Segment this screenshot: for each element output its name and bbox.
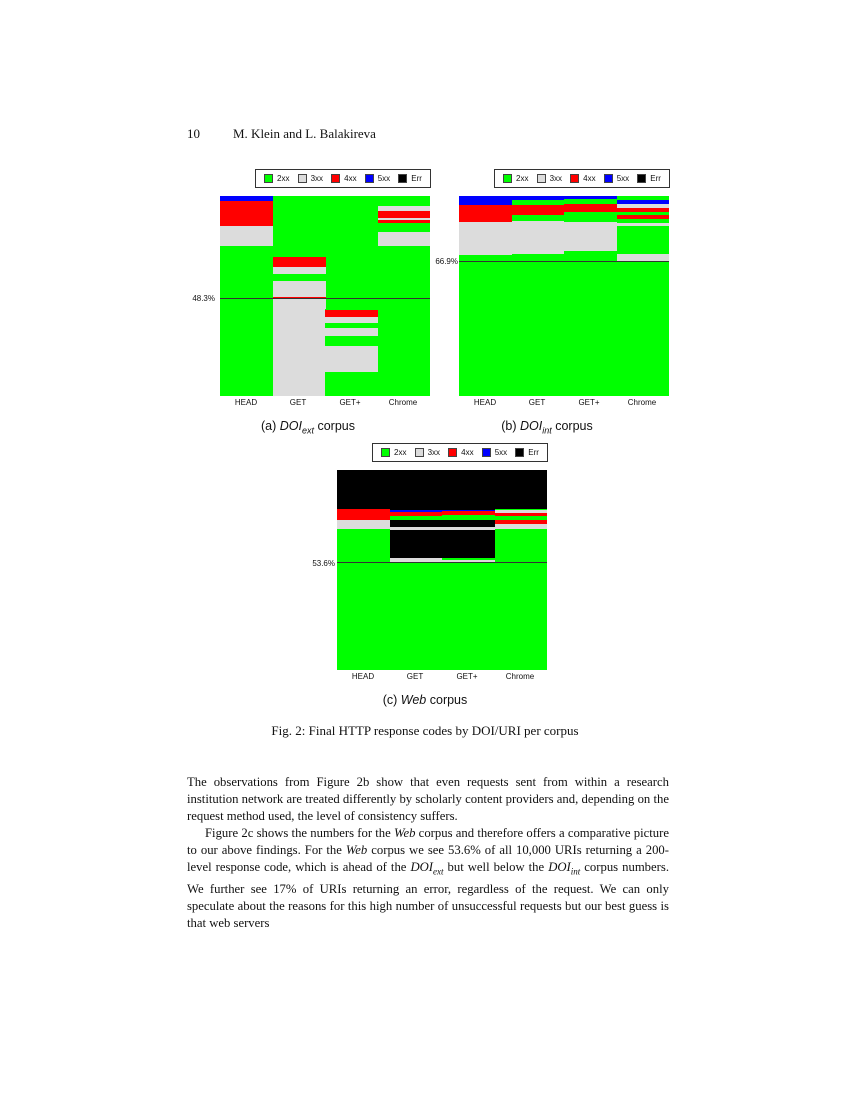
bar-segment-2xx: [273, 274, 326, 282]
bar-segment-3xx: [617, 204, 670, 209]
bar-segment-2xx: [325, 372, 378, 397]
legend-swatch: [637, 174, 646, 183]
legend-item: [604, 174, 629, 183]
bar-segment-Err: [495, 470, 548, 509]
legend-label: 4xx: [344, 174, 357, 183]
x-tick: Chrome: [505, 672, 535, 681]
subcaption-c: (c) Web corpus: [382, 693, 468, 707]
bar-segment-5xx: [564, 196, 617, 199]
legend-item: [298, 174, 323, 183]
reference-line: [459, 261, 669, 262]
bar-segment-4xx: [617, 215, 670, 220]
bar-segment-2xx: [378, 246, 431, 397]
reference-line: [220, 298, 430, 299]
legend-swatch: [365, 174, 374, 183]
legend-label: 3xx: [310, 174, 324, 183]
bar-segment-2xx: [564, 199, 617, 205]
bar-segment-Err: [442, 530, 495, 559]
bar-segment-3xx: [378, 206, 431, 212]
bar-segment-2xx: [495, 516, 548, 521]
bar-segment-2xx: [442, 515, 495, 521]
legend-swatch: [537, 174, 546, 183]
bar-segment-3xx: [495, 524, 548, 530]
bar-segment-3xx: [337, 520, 390, 530]
legend-label: Err: [650, 174, 661, 183]
running-authors: M. Klein and L. Balakireva: [233, 126, 376, 141]
bar-segment-3xx: [495, 510, 548, 514]
x-tick: HEAD: [351, 672, 375, 681]
reference-line: [337, 562, 547, 563]
legend-item: [381, 448, 406, 457]
bar-segment-2xx: [325, 309, 378, 311]
subcaption-b: (b) $DOI_{int}$ corpus: [501, 419, 593, 436]
legend-label: 2xx: [394, 448, 407, 457]
bar-segment-3xx: [459, 222, 512, 256]
paragraph: Figure 2c shows the numbers for the Web corpus and therefore offers a comparative picture to our above findings. For the Web corpus we see 53.6% of all 10,000 URIs returning a 200-level response code, which is ahead of the $DOI_{ext}$ but well below the $DOI_{int}$ corpus numbers. We further see 17% of URIs returning an error, regardless of the request. We can only speculate about the reasons for this high number of unsuccessful requests but our best guess is that web servers: [187, 826, 669, 930]
legend-label: 2xx: [277, 174, 290, 183]
legend-item: [482, 448, 507, 457]
bar-segment-2xx: [378, 223, 431, 233]
bar-segment-4xx: [220, 201, 273, 226]
legend-label: 3xx: [549, 174, 563, 183]
legend-c: [372, 443, 548, 462]
legend-swatch: [264, 174, 273, 183]
subcaption-a: (a) $DOI_{ext}$ corpus: [261, 419, 355, 436]
legend-item: [331, 174, 356, 183]
bar-segment-3xx: [325, 328, 378, 337]
bar-segment-5xx: [512, 196, 565, 200]
bar-segment-2xx: [512, 200, 565, 206]
bar-segment-2xx: [378, 201, 431, 207]
legend-swatch: [604, 174, 613, 183]
bar-segment-2xx: [564, 251, 617, 397]
x-tick: HEAD: [473, 398, 497, 407]
legend-label: 5xx: [494, 448, 508, 457]
page-number: 10: [187, 126, 200, 141]
bar-segment-2xx: [617, 197, 670, 201]
bar-segment-5xx: [459, 196, 512, 205]
plot-c: [337, 470, 547, 670]
legend-label: Err: [411, 174, 422, 183]
bar-segment-4xx: [617, 208, 670, 213]
x-tick: Chrome: [388, 398, 418, 407]
legend-label: 5xx: [377, 174, 391, 183]
bar-segment-4xx: [512, 205, 565, 216]
legend-item: [264, 174, 289, 183]
bar-segment-3xx: [512, 221, 565, 255]
bar-segment-Err: [390, 470, 443, 510]
legend-label: 2xx: [516, 174, 529, 183]
x-tick: GET+: [339, 398, 361, 407]
bar-segment-4xx: [495, 513, 548, 517]
legend-item: [448, 448, 473, 457]
legend-b: [494, 169, 670, 188]
bar-segment-2xx: [442, 563, 495, 671]
bar-segment-4xx: [273, 257, 326, 268]
bar-segment-3xx: [378, 232, 431, 247]
legend-label: 3xx: [427, 448, 441, 457]
bar-segment-3xx: [617, 254, 670, 262]
bar-segment-3xx: [325, 317, 378, 324]
legend-swatch: [298, 174, 307, 183]
bar-segment-Err: [442, 520, 495, 528]
x-tick: Chrome: [627, 398, 657, 407]
legend-swatch: [482, 448, 491, 457]
legend-swatch: [331, 174, 340, 183]
bar-segment-2xx: [512, 254, 565, 397]
bar-segment-2xx: [337, 529, 390, 671]
bar-segment-2xx: [617, 219, 670, 224]
bar-segment-3xx: [325, 346, 378, 373]
bar-segment-3xx: [390, 527, 443, 531]
legend-item: [570, 174, 595, 183]
bar-segment-Err: [337, 470, 390, 509]
legend-item: [537, 174, 562, 183]
bar-segment-3xx: [617, 223, 670, 227]
bar-segment-3xx: [220, 225, 273, 246]
bar-segment-3xx: [564, 222, 617, 252]
bar-segment-4xx: [459, 205, 512, 223]
bar-segment-2xx: [459, 255, 512, 397]
bar-segment-Err: [390, 520, 443, 528]
bar-segment-3xx: [273, 299, 326, 397]
bar-segment-4xx: [390, 512, 443, 517]
legend-item: [415, 448, 440, 457]
plot-a: [220, 196, 430, 396]
legend-swatch: [448, 448, 457, 457]
legend-item: [637, 174, 661, 183]
bar-segment-2xx: [617, 261, 670, 397]
legend-swatch: [503, 174, 512, 183]
bar-segment-5xx: [617, 200, 670, 205]
bar-segment-4xx: [378, 211, 431, 219]
figure-caption: Fig. 2: Final HTTP response codes by DOI/URI per corpus: [271, 723, 579, 738]
bar-segment-2xx: [617, 226, 670, 255]
bar-segment-2xx: [390, 563, 443, 671]
legend-swatch: [515, 448, 524, 457]
bar-segment-2xx: [273, 256, 326, 258]
bar-segment-4xx: [442, 511, 495, 516]
reference-label-c: 53.6%: [312, 559, 335, 568]
x-tick: GET: [528, 398, 546, 407]
bar-segment-2xx: [390, 516, 443, 521]
x-tick: GET+: [578, 398, 600, 407]
x-tick: GET: [406, 672, 424, 681]
reference-label-b: 66.9%: [435, 257, 458, 266]
bar-segment-4xx: [325, 310, 378, 318]
legend-swatch: [570, 174, 579, 183]
reference-label-a: 48.3%: [192, 294, 215, 303]
bar-segment-2xx: [495, 529, 548, 671]
bar-segment-3xx: [442, 527, 495, 531]
paragraph: The observations from Figure 2b show that even requests sent from within a research institution network are treated differently by scholarly content providers and, depending on the request method used, the level of consistency suffers.: [187, 775, 669, 823]
legend-item: [365, 174, 390, 183]
legend-item: [515, 448, 539, 457]
x-tick: GET: [289, 398, 307, 407]
legend-item: [398, 174, 422, 183]
bar-segment-4xx: [495, 520, 548, 525]
legend-label: 5xx: [616, 174, 630, 183]
legend-label: 4xx: [461, 448, 474, 457]
bar-segment-2xx: [512, 215, 565, 222]
legend-swatch: [415, 448, 424, 457]
legend-swatch: [381, 448, 390, 457]
bar-segment-2xx: [220, 245, 273, 396]
bar-segment-3xx: [273, 267, 326, 275]
bar-segment-2xx: [564, 212, 617, 223]
legend-label: Err: [528, 448, 539, 457]
x-tick: GET+: [456, 672, 478, 681]
legend-item: [503, 174, 528, 183]
running-header: [187, 126, 376, 142]
legend-a: [255, 169, 431, 188]
bar-segment-4xx: [378, 220, 431, 224]
bar-segment-4xx: [337, 509, 390, 521]
bar-segment-2xx: [325, 323, 378, 329]
bar-segment-Err: [390, 530, 443, 559]
bar-segment-2xx: [325, 336, 378, 347]
bar-segment-5xx: [220, 196, 273, 201]
x-tick: HEAD: [234, 398, 258, 407]
bar-segment-2xx: [617, 212, 670, 216]
bar-segment-Err: [442, 470, 495, 510]
body-text: [187, 774, 669, 932]
legend-swatch: [398, 174, 407, 183]
plot-b: [459, 196, 669, 396]
legend-label: 4xx: [583, 174, 596, 183]
bar-segment-4xx: [564, 204, 617, 213]
bar-segment-3xx: [273, 281, 326, 298]
